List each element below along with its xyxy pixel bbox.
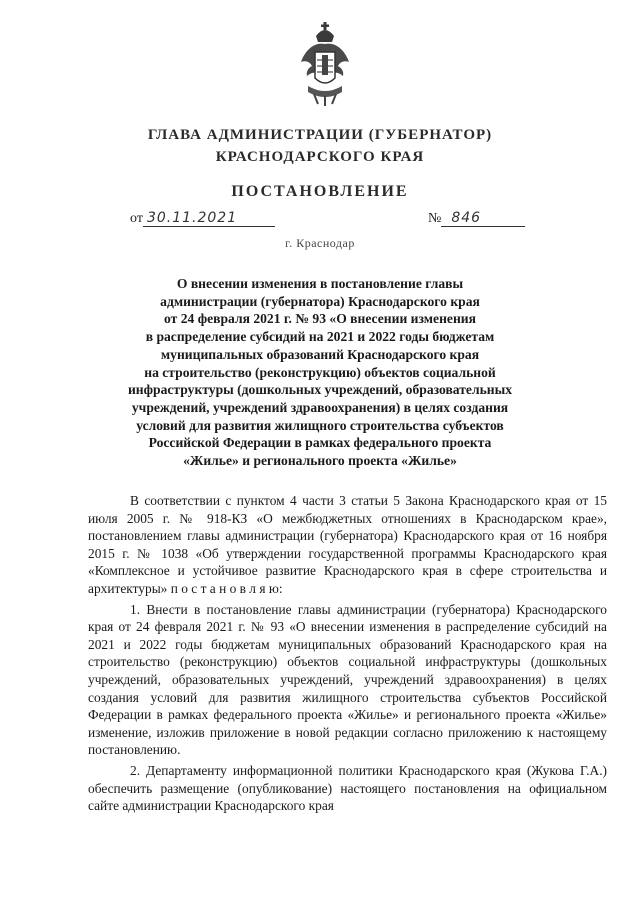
document-city: г. Краснодар [285, 236, 355, 250]
title-line: «Жилье» и регионального проекта «Жилье» [183, 453, 457, 469]
number-label: № [428, 211, 442, 226]
authority-title-line-2: КРАСНОДАРСКОГО КРАЯ [215, 149, 425, 165]
preamble-paragraph: В соответствии с пунктом 4 части 3 статьи 5 Закона Краснодарского края от 15 июля 2005 г. № 918-КЗ «О межбюджетных отношениях в Краснодарском крае», постановлением главы администрации (губернатора) Краснодарского края от 16 ноября 2015 г. № 1038 «Об утверждении государственной программы Краснодарского края «Комплексное и устойчивое развитие Краснодарского края в сфере строительства и архитектуры» п о с т а н о в л я ю: [88, 493, 607, 596]
clause-1-paragraph: 1. Внести в постановление главы администрации (губернатора) Краснодарского края от 24 февраля 2021 г. № 93 «О внесении изменения в распределение субсидий на 2021 и 2022 годы бюджетам муниципальных образований Краснодарского края на строительство (реконструкцию) объектов социальной инфраструктуры (дошкольных учреждений, образовательных учреждений, учреждений здравоохранения) в целях создания условий для развития жилищного строительства субъектов Российской Федерации в рамках федерального проекта «Жилье» и регионального проекта «Жилье» изменение, изложив приложение в новой редакции согласно приложению к настоящему постановлению. [88, 601, 607, 758]
date-label: от [130, 211, 143, 226]
title-line: учреждений, учреждений здравоохранения) в целях создания [131, 399, 509, 415]
coat-of-arms-icon [298, 22, 352, 106]
authority-title-line-1: ГЛАВА АДМИНИСТРАЦИИ (ГУБЕРНАТОР) [147, 127, 493, 143]
title-line: О внесении изменения в постановление главы [176, 276, 464, 291]
title-line: муниципальных образований Краснодарского края [160, 346, 480, 362]
document-date [130, 210, 275, 227]
document-type: ПОСТАНОВЛЕНИЕ [231, 183, 409, 200]
number-value: 846 [441, 210, 525, 227]
document-title [120, 275, 520, 470]
title-line: инфраструктуры (дошкольных учреждений, образовательных [127, 382, 513, 398]
document-number [428, 210, 525, 227]
clause-2-paragraph: 2. Департаменту информационной политики Краснодарского края (Жукова Г.А.) обеспечить размещение (опубликование) настоящего постановления на официальном сайте администрации Краснодарского края [88, 762, 607, 814]
title-line: в распределение субсидий на 2021 и 2022 годы бюджетам [145, 329, 495, 345]
document-body [88, 492, 607, 815]
title-line: администрации (губернатора) Краснодарского края [160, 293, 480, 309]
date-value: 30.11.2021 [143, 210, 275, 227]
title-line: от 24 февраля 2021 г. № 93 «О внесении изменения [164, 311, 476, 327]
title-line: условий для развития жилищного строительства субъектов [136, 417, 504, 433]
title-line: Российской Федерации в рамках федерального проекта [148, 435, 492, 451]
title-line: на строительство (реконструкцию) объектов социальной [144, 364, 496, 380]
